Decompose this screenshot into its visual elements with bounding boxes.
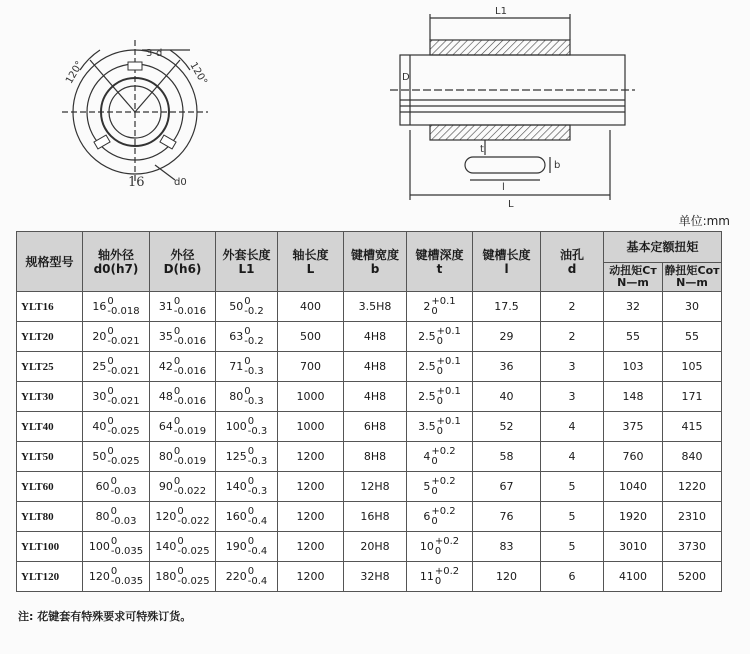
table-row bbox=[17, 352, 722, 382]
cell-key-width: 16H8 bbox=[344, 502, 407, 532]
tolerance-value: 10 +0.2 0 bbox=[419, 535, 460, 557]
tolerance-value: 125 0 -0.3 bbox=[225, 445, 268, 467]
table-row bbox=[17, 292, 722, 322]
tolerance-value: 63 0 -0.2 bbox=[229, 325, 264, 347]
cell-sleeve-length bbox=[216, 562, 278, 592]
cell-shaft-od bbox=[83, 502, 150, 532]
cell-key-length: 120 bbox=[473, 562, 541, 592]
cell-oil-hole: 5 bbox=[541, 472, 604, 502]
cell-od bbox=[150, 352, 216, 382]
cell-model: YLT40 bbox=[17, 412, 83, 442]
cell-key-depth bbox=[407, 382, 473, 412]
tolerance-value: 40 0 -0.025 bbox=[92, 415, 140, 437]
cell-dynamic-torque: 4100 bbox=[604, 562, 663, 592]
cell-shaft-od bbox=[83, 562, 150, 592]
cell-key-length: 52 bbox=[473, 412, 541, 442]
header-key-length: 键槽长度 l bbox=[473, 232, 541, 292]
cell-od bbox=[150, 502, 216, 532]
cell-shaft-length: 1200 bbox=[278, 532, 344, 562]
cell-dynamic-torque: 3010 bbox=[604, 532, 663, 562]
tolerance-value: 48 0 -0.016 bbox=[158, 385, 207, 407]
cell-key-length: 58 bbox=[473, 442, 541, 472]
cell-key-width: 8H8 bbox=[344, 442, 407, 472]
cell-sleeve-length bbox=[216, 472, 278, 502]
cell-od bbox=[150, 382, 216, 412]
cell-shaft-od bbox=[83, 472, 150, 502]
table-row bbox=[17, 532, 722, 562]
cell-sleeve-length bbox=[216, 412, 278, 442]
cell-shaft-length: 400 bbox=[278, 292, 344, 322]
cell-od bbox=[150, 562, 216, 592]
cell-static-torque: 840 bbox=[663, 442, 722, 472]
cell-sleeve-length bbox=[216, 352, 278, 382]
cell-dynamic-torque: 1920 bbox=[604, 502, 663, 532]
header-key-width: 键槽宽度 b bbox=[344, 232, 407, 292]
tolerance-value: 180 0 -0.025 bbox=[155, 565, 210, 587]
cell-shaft-od bbox=[83, 322, 150, 352]
cell-key-depth bbox=[407, 322, 473, 352]
cell-static-torque: 105 bbox=[663, 352, 722, 382]
cell-key-width: 32H8 bbox=[344, 562, 407, 592]
tolerance-value: 220 0 -0.4 bbox=[225, 565, 268, 587]
cell-dynamic-torque: 103 bbox=[604, 352, 663, 382]
cell-sleeve-length bbox=[216, 292, 278, 322]
cell-key-depth bbox=[407, 442, 473, 472]
tolerance-value: 140 0 -0.3 bbox=[225, 475, 268, 497]
angle-label-left: 120° bbox=[64, 59, 86, 86]
tolerance-value: 190 0 -0.4 bbox=[225, 535, 268, 557]
tolerance-value: 42 0 -0.016 bbox=[158, 355, 207, 377]
cell-key-depth bbox=[407, 532, 473, 562]
tolerance-value: 50 0 -0.025 bbox=[92, 445, 140, 467]
cell-sleeve-length bbox=[216, 382, 278, 412]
tolerance-value: 71 0 -0.3 bbox=[229, 355, 264, 377]
header-od: 外径 D(h6) bbox=[150, 232, 216, 292]
cell-key-width: 3.5H8 bbox=[344, 292, 407, 322]
cell-oil-hole: 2 bbox=[541, 292, 604, 322]
tolerance-value: 120 0 -0.035 bbox=[88, 565, 144, 587]
cell-static-torque: 1220 bbox=[663, 472, 722, 502]
unit-label: 单位:mm bbox=[678, 214, 730, 228]
label-t: t bbox=[480, 144, 484, 155]
cell-sleeve-length bbox=[216, 442, 278, 472]
tolerance-value: 64 0 -0.019 bbox=[158, 415, 207, 437]
cell-shaft-length: 1200 bbox=[278, 472, 344, 502]
table-row bbox=[17, 382, 722, 412]
cell-oil-hole: 3 bbox=[541, 352, 604, 382]
cell-key-length: 76 bbox=[473, 502, 541, 532]
angle-label-right: 120° bbox=[187, 60, 209, 87]
tolerance-value: 60 0 -0.03 bbox=[95, 475, 137, 497]
cell-key-length: 83 bbox=[473, 532, 541, 562]
tolerance-value: 5 +0.2 0 bbox=[423, 475, 456, 497]
label-b: b bbox=[554, 160, 561, 171]
side-view-drawing bbox=[380, 0, 680, 210]
header-key-depth: 键槽深度 t bbox=[407, 232, 473, 292]
cell-key-length: 36 bbox=[473, 352, 541, 382]
cell-od bbox=[150, 412, 216, 442]
cell-key-width: 6H8 bbox=[344, 412, 407, 442]
cell-oil-hole: 5 bbox=[541, 502, 604, 532]
cell-key-width: 4H8 bbox=[344, 352, 407, 382]
header-shaft-length: 轴长度 L bbox=[278, 232, 344, 292]
cell-shaft-od bbox=[83, 382, 150, 412]
tolerance-value: 120 0 -0.022 bbox=[155, 505, 210, 527]
tolerance-value: 140 0 -0.025 bbox=[155, 535, 210, 557]
cell-od bbox=[150, 292, 216, 322]
cell-dynamic-torque: 760 bbox=[604, 442, 663, 472]
footnote: 注: 花键套有特殊要求可特殊订货。 bbox=[18, 610, 192, 623]
handwritten-note: 16 bbox=[128, 175, 145, 190]
cell-sleeve-length bbox=[216, 502, 278, 532]
cell-shaft-od bbox=[83, 352, 150, 382]
cell-od bbox=[150, 472, 216, 502]
dim-label-d0: d0 bbox=[174, 177, 187, 188]
cell-shaft-od bbox=[83, 442, 150, 472]
cell-key-depth bbox=[407, 502, 473, 532]
header-static-torque: 静扭矩Cот N—m bbox=[663, 263, 722, 292]
table-row bbox=[17, 442, 722, 472]
cell-oil-hole: 6 bbox=[541, 562, 604, 592]
cell-shaft-od bbox=[83, 532, 150, 562]
dim-label-3d: 3-d bbox=[146, 48, 163, 59]
cell-shaft-length: 1000 bbox=[278, 382, 344, 412]
cell-model: YLT30 bbox=[17, 382, 83, 412]
cell-static-torque: 415 bbox=[663, 412, 722, 442]
cell-static-torque: 2310 bbox=[663, 502, 722, 532]
cell-model: YLT120 bbox=[17, 562, 83, 592]
cell-oil-hole: 3 bbox=[541, 382, 604, 412]
tolerance-value: 100 0 -0.035 bbox=[88, 535, 144, 557]
cell-key-width: 20H8 bbox=[344, 532, 407, 562]
cell-model: YLT16 bbox=[17, 292, 83, 322]
cell-shaft-od bbox=[83, 292, 150, 322]
table-row bbox=[17, 562, 722, 592]
header-sleeve-length: 外套长度 L1 bbox=[216, 232, 278, 292]
cell-key-depth bbox=[407, 472, 473, 502]
cell-model: YLT100 bbox=[17, 532, 83, 562]
cell-shaft-length: 1200 bbox=[278, 562, 344, 592]
tolerance-value: 3.5 +0.1 0 bbox=[418, 415, 461, 437]
tolerance-value: 20 0 -0.021 bbox=[92, 325, 140, 347]
cell-shaft-length: 700 bbox=[278, 352, 344, 382]
cell-model: YLT50 bbox=[17, 442, 83, 472]
cell-static-torque: 55 bbox=[663, 322, 722, 352]
cell-model: YLT20 bbox=[17, 322, 83, 352]
cell-key-depth bbox=[407, 562, 473, 592]
tolerance-value: 2.5 +0.1 0 bbox=[418, 385, 461, 407]
cell-sleeve-length bbox=[216, 322, 278, 352]
cell-static-torque: 171 bbox=[663, 382, 722, 412]
tolerance-value: 11 +0.2 0 bbox=[419, 565, 460, 587]
header-oil-hole: 油孔 d bbox=[541, 232, 604, 292]
cell-model: YLT60 bbox=[17, 472, 83, 502]
cell-od bbox=[150, 532, 216, 562]
tolerance-value: 25 0 -0.021 bbox=[92, 355, 140, 377]
label-l: l bbox=[502, 182, 505, 193]
cell-od bbox=[150, 442, 216, 472]
tolerance-value: 2.5 +0.1 0 bbox=[418, 325, 461, 347]
cell-oil-hole: 2 bbox=[541, 322, 604, 352]
cell-key-length: 29 bbox=[473, 322, 541, 352]
tolerance-value: 80 0 -0.03 bbox=[95, 505, 137, 527]
cell-static-torque: 30 bbox=[663, 292, 722, 322]
table-row bbox=[17, 322, 722, 352]
tolerance-value: 100 0 -0.3 bbox=[225, 415, 268, 437]
cell-key-depth bbox=[407, 352, 473, 382]
table-row bbox=[17, 412, 722, 442]
tolerance-value: 50 0 -0.2 bbox=[229, 295, 264, 317]
cell-key-length: 40 bbox=[473, 382, 541, 412]
cell-key-width: 4H8 bbox=[344, 322, 407, 352]
label-L1: L1 bbox=[495, 6, 507, 17]
cell-static-torque: 5200 bbox=[663, 562, 722, 592]
tolerance-value: 2.5 +0.1 0 bbox=[418, 355, 461, 377]
spec-table bbox=[16, 231, 722, 592]
tolerance-value: 30 0 -0.021 bbox=[92, 385, 140, 407]
cell-key-width: 12H8 bbox=[344, 472, 407, 502]
tolerance-value: 90 0 -0.022 bbox=[158, 475, 207, 497]
cell-shaft-od bbox=[83, 412, 150, 442]
header-torque: 基本定额扭矩 bbox=[604, 232, 722, 263]
tolerance-value: 6 +0.2 0 bbox=[423, 505, 456, 527]
tolerance-value: 160 0 -0.4 bbox=[225, 505, 268, 527]
cell-dynamic-torque: 32 bbox=[604, 292, 663, 322]
cell-model: YLT25 bbox=[17, 352, 83, 382]
tolerance-value: 2 +0.1 0 bbox=[423, 295, 456, 317]
cell-static-torque: 3730 bbox=[663, 532, 722, 562]
tolerance-value: 35 0 -0.016 bbox=[158, 325, 207, 347]
cell-dynamic-torque: 375 bbox=[604, 412, 663, 442]
cell-shaft-length: 500 bbox=[278, 322, 344, 352]
cell-oil-hole: 5 bbox=[541, 532, 604, 562]
table-row bbox=[17, 472, 722, 502]
cell-key-depth bbox=[407, 412, 473, 442]
cell-shaft-length: 1200 bbox=[278, 502, 344, 532]
cell-key-length: 17.5 bbox=[473, 292, 541, 322]
tolerance-value: 80 0 -0.3 bbox=[229, 385, 264, 407]
cell-od bbox=[150, 322, 216, 352]
label-L: L bbox=[508, 199, 514, 210]
header-model: 规格型号 bbox=[17, 232, 83, 292]
cell-key-width: 4H8 bbox=[344, 382, 407, 412]
cell-key-depth bbox=[407, 292, 473, 322]
tolerance-value: 4 +0.2 0 bbox=[423, 445, 456, 467]
cell-dynamic-torque: 1040 bbox=[604, 472, 663, 502]
tolerance-value: 16 0 -0.018 bbox=[92, 295, 140, 317]
tolerance-value: 80 0 -0.019 bbox=[158, 445, 207, 467]
table-row bbox=[17, 502, 722, 532]
cell-oil-hole: 4 bbox=[541, 412, 604, 442]
header-dynamic-torque: 动扭矩Cт N—m bbox=[604, 263, 663, 292]
cell-key-length: 67 bbox=[473, 472, 541, 502]
cell-sleeve-length bbox=[216, 532, 278, 562]
label-D: D bbox=[402, 72, 410, 83]
cell-oil-hole: 4 bbox=[541, 442, 604, 472]
cell-model: YLT80 bbox=[17, 502, 83, 532]
header-shaft-od: 轴外径 d0(h7) bbox=[83, 232, 150, 292]
cell-dynamic-torque: 55 bbox=[604, 322, 663, 352]
tolerance-value: 31 0 -0.016 bbox=[158, 295, 207, 317]
cell-dynamic-torque: 148 bbox=[604, 382, 663, 412]
cell-shaft-length: 1200 bbox=[278, 442, 344, 472]
cell-shaft-length: 1000 bbox=[278, 412, 344, 442]
